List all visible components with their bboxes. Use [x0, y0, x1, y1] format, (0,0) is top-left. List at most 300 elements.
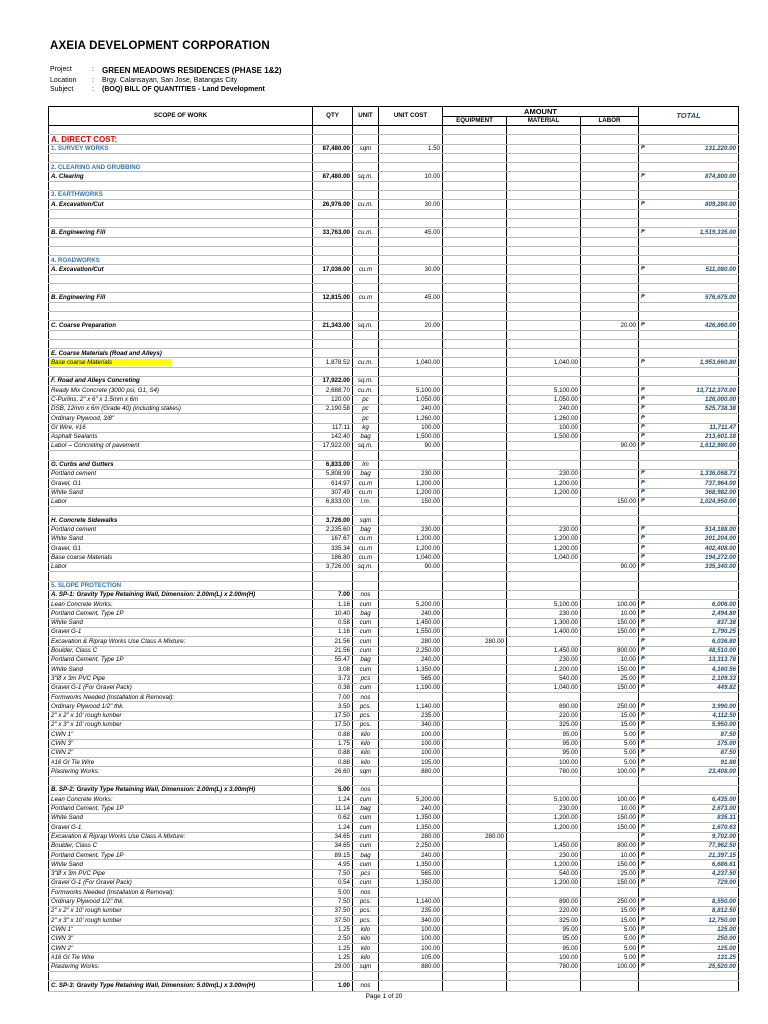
table-row — [49, 200, 739, 209]
cell-unit-cost: 280.00 — [379, 832, 443, 841]
cell-unit-cost: 100.00 — [379, 423, 443, 432]
cell-unit-cost — [379, 590, 443, 599]
cell-labor: 25.00 — [581, 869, 639, 878]
cell-labor — [581, 256, 639, 265]
cell-material — [507, 981, 581, 992]
cell-material — [507, 442, 581, 451]
cell-unit: l.m. — [353, 497, 379, 506]
cell-scope: A. Excavation/Cut — [49, 200, 313, 209]
cell-unit: cum — [353, 683, 379, 692]
cell-equipment — [443, 804, 507, 813]
cell-material: 1,200.00 — [507, 535, 581, 544]
table-row — [49, 916, 739, 925]
cell-unit: kilo — [353, 925, 379, 934]
cell-labor — [581, 544, 639, 553]
cell-equipment — [443, 841, 507, 850]
cell-material — [507, 497, 581, 506]
cell-scope — [49, 311, 313, 320]
table-row — [49, 172, 739, 181]
spacer-row — [49, 972, 739, 981]
cell-labor — [581, 209, 639, 218]
cell-unit — [353, 330, 379, 339]
cell-labor — [581, 590, 639, 599]
cell-scope: Gravel G-1 — [49, 628, 313, 637]
cell-material — [507, 302, 581, 311]
boq-body — [49, 126, 739, 992]
cell-total — [639, 218, 739, 227]
cell-material: 1,040.00 — [507, 358, 581, 367]
cell-total — [639, 618, 739, 627]
cell-total — [639, 590, 739, 599]
total-value: 2,673.00 — [711, 805, 736, 813]
cell-total — [639, 488, 739, 497]
cell-labor — [581, 181, 639, 190]
cell-scope — [49, 330, 313, 339]
table-row — [49, 841, 739, 850]
cell-labor: 100.00 — [581, 767, 639, 776]
cell-unit-cost: 880.00 — [379, 767, 443, 776]
cell-unit — [353, 776, 379, 785]
cell-scope: CWN 3" — [49, 739, 313, 748]
cell-scope: A. DIRECT COST: — [49, 135, 313, 144]
table-row — [49, 432, 739, 441]
cell-qty — [313, 972, 353, 981]
cell-equipment: 280.00 — [443, 832, 507, 841]
cell-labor — [581, 144, 639, 153]
cell-unit-cost: 1,260.00 — [379, 414, 443, 423]
cell-labor — [581, 693, 639, 702]
cell-material — [507, 237, 581, 246]
cell-total — [639, 767, 739, 776]
peso-sign: ₱ — [641, 898, 645, 905]
cell-qty: 0.88 — [313, 730, 353, 739]
cell-unit-cost: 100.00 — [379, 730, 443, 739]
cell-material — [507, 200, 581, 209]
cell-scope: 3"Ø x 3m PVC Pipe — [49, 869, 313, 878]
cell-total — [639, 404, 739, 413]
cell-total — [639, 339, 739, 348]
spacer-row — [49, 572, 739, 581]
peso-sign: ₱ — [641, 386, 645, 393]
cell-unit: cum — [353, 628, 379, 637]
cell-labor: 5.00 — [581, 739, 639, 748]
peso-sign: ₱ — [641, 321, 645, 328]
cell-labor: 800.00 — [581, 841, 639, 850]
cell-labor: 90.00 — [581, 562, 639, 571]
cell-unit: pcs. — [353, 702, 379, 711]
cell-unit — [353, 153, 379, 162]
cell-equipment — [443, 367, 507, 376]
cell-unit: cu.m. — [353, 358, 379, 367]
cell-unit-cost: 240.00 — [379, 609, 443, 618]
company-name: AXEIA DEVELOPMENT CORPORATION — [50, 40, 270, 52]
cell-total — [639, 869, 739, 878]
peso-sign: ₱ — [641, 656, 645, 663]
cell-equipment — [443, 590, 507, 599]
cell-material — [507, 321, 581, 330]
cell-labor — [581, 200, 639, 209]
cell-qty: 17,922.00 — [313, 442, 353, 451]
table-row — [49, 646, 739, 655]
table-row — [49, 590, 739, 599]
peso-sign: ₱ — [641, 470, 645, 477]
cell-material — [507, 339, 581, 348]
cell-unit: kilo — [353, 934, 379, 943]
cell-unit-cost: 100.00 — [379, 934, 443, 943]
peso-sign: ₱ — [641, 144, 645, 151]
peso-sign: ₱ — [641, 851, 645, 858]
cell-unit: kilo — [353, 758, 379, 767]
cell-equipment — [443, 702, 507, 711]
cell-unit-cost: 90.00 — [379, 562, 443, 571]
cell-equipment — [443, 888, 507, 897]
cell-labor — [581, 972, 639, 981]
table-row — [49, 386, 739, 395]
cell-equipment — [443, 628, 507, 637]
cell-total — [639, 562, 739, 571]
cell-total — [639, 823, 739, 832]
cell-qty: 7.50 — [313, 869, 353, 878]
header-labor: LABOR — [581, 116, 639, 126]
cell-unit: cu.m — [353, 479, 379, 488]
cell-qty — [313, 181, 353, 190]
cell-labor: 10.00 — [581, 851, 639, 860]
total-value: 5,950.00 — [711, 721, 736, 729]
cell-total — [639, 665, 739, 674]
total-value: 2,109.33 — [711, 674, 736, 682]
cell-qty: 6,833.00 — [313, 460, 353, 469]
total-value: 125.00 — [717, 944, 736, 952]
cell-scope: 2" x 3" x 10' rough lumber — [49, 916, 313, 925]
cell-scope: Formworks Needed (Installation & Removal): — [49, 693, 313, 702]
cell-scope: Plastering Works: — [49, 962, 313, 971]
table-row — [49, 813, 739, 822]
peso-sign: ₱ — [641, 860, 645, 867]
peso-sign: ₱ — [641, 916, 645, 923]
cell-labor: 5.00 — [581, 748, 639, 757]
cell-qty: 1.16 — [313, 628, 353, 637]
cell-qty: 17.50 — [313, 711, 353, 720]
table-row — [49, 758, 739, 767]
cell-total — [639, 191, 739, 200]
cell-total — [639, 758, 739, 767]
cell-equipment — [443, 683, 507, 692]
cell-equipment — [443, 395, 507, 404]
cell-labor: 20.00 — [581, 321, 639, 330]
cell-qty: 307.49 — [313, 488, 353, 497]
meta-colon: : — [92, 77, 94, 84]
table-row — [49, 562, 739, 571]
cell-equipment — [443, 730, 507, 739]
cell-scope: 2. CLEARING AND GRUBBING — [49, 163, 313, 172]
cell-unit-cost — [379, 981, 443, 992]
cell-scope: #16 GI Tie Wire — [49, 953, 313, 962]
highlighted-text: Base coarse Materials — [49, 359, 172, 366]
peso-sign: ₱ — [641, 544, 645, 551]
peso-sign: ₱ — [641, 879, 645, 886]
cell-total — [639, 432, 739, 441]
cell-unit-cost: 45.00 — [379, 228, 443, 237]
cell-equipment — [443, 748, 507, 757]
cell-qty — [313, 330, 353, 339]
cell-scope: Excavation & Riprap Works Use Class A Mixture: — [49, 637, 313, 646]
meta-colon: : — [92, 86, 94, 93]
cell-scope: Ordinary Plywood 1/2" thk. — [49, 897, 313, 906]
table-row — [49, 730, 739, 739]
cell-equipment — [443, 553, 507, 562]
cell-qty: 0.58 — [313, 618, 353, 627]
cell-total — [639, 804, 739, 813]
cell-material — [507, 572, 581, 581]
cell-total — [639, 358, 739, 367]
cell-unit: cu.m. — [353, 228, 379, 237]
cell-total — [639, 832, 739, 841]
cell-unit-cost: 105.00 — [379, 758, 443, 767]
cell-labor: 5.00 — [581, 934, 639, 943]
cell-qty: 29.00 — [313, 962, 353, 971]
cell-qty: 120.00 — [313, 395, 353, 404]
cell-qty: 6,833.00 — [313, 497, 353, 506]
cell-unit: nos — [353, 693, 379, 702]
spacer-row — [49, 311, 739, 320]
cell-material — [507, 181, 581, 190]
cell-unit-cost: 100.00 — [379, 739, 443, 748]
peso-sign: ₱ — [641, 739, 645, 746]
cell-qty: 26,976.00 — [313, 200, 353, 209]
cell-unit: kilo — [353, 953, 379, 962]
cell-qty — [313, 126, 353, 135]
cell-unit-cost — [379, 311, 443, 320]
cell-total — [639, 553, 739, 562]
cell-unit — [353, 302, 379, 311]
cell-total — [639, 377, 739, 386]
cell-unit-cost: 1,040.00 — [379, 358, 443, 367]
cell-qty — [313, 414, 353, 423]
peso-sign: ₱ — [641, 405, 645, 412]
cell-material: 5,100.00 — [507, 600, 581, 609]
total-value: 1,024,950.00 — [699, 498, 736, 506]
cell-qty: 3,726.00 — [313, 516, 353, 525]
cell-total — [639, 739, 739, 748]
peso-sign: ₱ — [641, 832, 645, 839]
cell-total — [639, 934, 739, 943]
total-value: 737,964.00 — [705, 479, 736, 487]
cell-labor: 150.00 — [581, 683, 639, 692]
cell-material — [507, 377, 581, 386]
total-value: 4,237.50 — [711, 870, 736, 878]
cell-unit: bag — [353, 469, 379, 478]
cell-material — [507, 451, 581, 460]
cell-unit-cost: 30.00 — [379, 200, 443, 209]
cell-qty — [313, 349, 353, 358]
cell-labor — [581, 284, 639, 293]
cell-scope — [49, 209, 313, 218]
cell-labor: 90.00 — [581, 442, 639, 451]
cell-qty: 2,688.70 — [313, 386, 353, 395]
cell-material — [507, 144, 581, 153]
cell-scope: Portland cement — [49, 469, 313, 478]
cell-scope — [49, 302, 313, 311]
cell-material — [507, 562, 581, 571]
cell-scope: B. Engineering Fill — [49, 228, 313, 237]
total-value: 25,520.00 — [708, 963, 736, 971]
cell-scope: CWN 2" — [49, 748, 313, 757]
cell-scope — [49, 218, 313, 227]
cell-scope: Portland cement — [49, 525, 313, 534]
cell-scope: 4. ROADWORKS — [49, 256, 313, 265]
cell-total — [639, 637, 739, 646]
cell-material — [507, 637, 581, 646]
cell-unit-cost — [379, 284, 443, 293]
meta-colon: : — [92, 66, 94, 73]
cell-material — [507, 460, 581, 469]
spacer-row — [49, 181, 739, 190]
cell-unit-cost: 240.00 — [379, 655, 443, 664]
cell-equipment — [443, 516, 507, 525]
cell-qty: 614.97 — [313, 479, 353, 488]
cell-scope — [49, 284, 313, 293]
cell-unit-cost: 5,100.00 — [379, 386, 443, 395]
cell-material — [507, 590, 581, 599]
cell-material: 1,200.00 — [507, 823, 581, 832]
cell-total — [639, 916, 739, 925]
cell-equipment — [443, 237, 507, 246]
cell-unit-cost: 10.00 — [379, 172, 443, 181]
cell-unit: bag — [353, 851, 379, 860]
header-scope: SCOPE OF WORK — [49, 107, 313, 126]
cell-total — [639, 897, 739, 906]
table-row — [49, 795, 739, 804]
cell-equipment — [443, 442, 507, 451]
cell-qty: 1.25 — [313, 925, 353, 934]
cell-equipment — [443, 293, 507, 302]
cell-labor — [581, 525, 639, 534]
cell-scope — [49, 776, 313, 785]
cell-qty: 17.50 — [313, 721, 353, 730]
cell-labor: 100.00 — [581, 962, 639, 971]
total-value: 1,670.63 — [711, 823, 736, 831]
table-row — [49, 655, 739, 664]
cell-material — [507, 218, 581, 227]
cell-material — [507, 246, 581, 255]
cell-material — [507, 581, 581, 590]
cell-total — [639, 469, 739, 478]
cell-material: 780.00 — [507, 767, 581, 776]
cell-unit: kilo — [353, 944, 379, 953]
table-row — [49, 191, 739, 200]
cell-equipment — [443, 823, 507, 832]
cell-material: 95.00 — [507, 934, 581, 943]
total-value: 2,494.80 — [711, 609, 736, 617]
cell-unit-cost: 1,200.00 — [379, 544, 443, 553]
cell-labor — [581, 358, 639, 367]
cell-material: 100.00 — [507, 423, 581, 432]
peso-sign: ₱ — [641, 730, 645, 737]
cell-equipment — [443, 256, 507, 265]
cell-qty: 7.00 — [313, 590, 353, 599]
cell-scope: White Sand — [49, 665, 313, 674]
cell-labor: 100.00 — [581, 795, 639, 804]
cell-qty: 3,726.00 — [313, 562, 353, 571]
cell-material: 1,260.00 — [507, 414, 581, 423]
cell-total — [639, 516, 739, 525]
cell-equipment: 280.00 — [443, 637, 507, 646]
cell-equipment — [443, 246, 507, 255]
cell-material — [507, 284, 581, 293]
cell-labor: 250.00 — [581, 702, 639, 711]
cell-labor — [581, 469, 639, 478]
cell-labor — [581, 404, 639, 413]
cell-material: 100.00 — [507, 758, 581, 767]
cell-material — [507, 209, 581, 218]
cell-scope: Ordinary Plywood 1/2" thk. — [49, 702, 313, 711]
spacer-row — [49, 274, 739, 283]
cell-labor: 5.00 — [581, 758, 639, 767]
total-value: 576,675.00 — [705, 293, 736, 301]
cell-qty — [313, 237, 353, 246]
cell-labor: 5.00 — [581, 730, 639, 739]
cell-total — [639, 628, 739, 637]
cell-scope: E. Coarse Materials (Road and Alleys) — [49, 349, 313, 358]
cell-total — [639, 200, 739, 209]
cell-unit: pcs. — [353, 721, 379, 730]
table-row — [49, 683, 739, 692]
cell-unit: sq.m. — [353, 377, 379, 386]
total-value: 837.38 — [717, 619, 736, 627]
peso-sign: ₱ — [641, 758, 645, 765]
cell-total — [639, 181, 739, 190]
cell-scope: Ready Mix Concrete (3000 psi, G1, S4) — [49, 386, 313, 395]
peso-sign: ₱ — [641, 953, 645, 960]
peso-sign: ₱ — [641, 200, 645, 207]
peso-sign: ₱ — [641, 944, 645, 951]
cell-equipment — [443, 311, 507, 320]
peso-sign: ₱ — [641, 907, 645, 914]
cell-total — [639, 423, 739, 432]
cell-total — [639, 776, 739, 785]
cell-labor — [581, 218, 639, 227]
table-row — [49, 823, 739, 832]
cell-unit: cum — [353, 813, 379, 822]
cell-material: 1,200.00 — [507, 488, 581, 497]
cell-qty: 21,343.00 — [313, 321, 353, 330]
total-value: 48,510.00 — [708, 647, 736, 655]
cell-qty: 0.38 — [313, 683, 353, 692]
cell-material: 230.00 — [507, 851, 581, 860]
total-value: 6,036.80 — [711, 637, 736, 645]
table-row — [49, 981, 739, 992]
cell-unit: sq.m. — [353, 562, 379, 571]
cell-total — [639, 228, 739, 237]
cell-unit-cost — [379, 367, 443, 376]
cell-scope — [49, 572, 313, 581]
cell-material: 95.00 — [507, 925, 581, 934]
cell-unit: pcs. — [353, 711, 379, 720]
cell-scope: Portland Cement, Type 1P — [49, 609, 313, 618]
total-value: 126,000.00 — [705, 396, 736, 403]
header-unit: UNIT — [353, 107, 379, 126]
cell-total — [639, 163, 739, 172]
cell-unit-cost: 240.00 — [379, 804, 443, 813]
cell-qty: 2,190.58 — [313, 404, 353, 413]
cell-labor — [581, 535, 639, 544]
cell-unit-cost: 1,040.00 — [379, 553, 443, 562]
cell-equipment — [443, 860, 507, 869]
cell-unit-cost — [379, 256, 443, 265]
table-row — [49, 423, 739, 432]
cell-labor: 800.00 — [581, 646, 639, 655]
cell-scope: 2" x 2" x 10' rough lumber — [49, 711, 313, 720]
